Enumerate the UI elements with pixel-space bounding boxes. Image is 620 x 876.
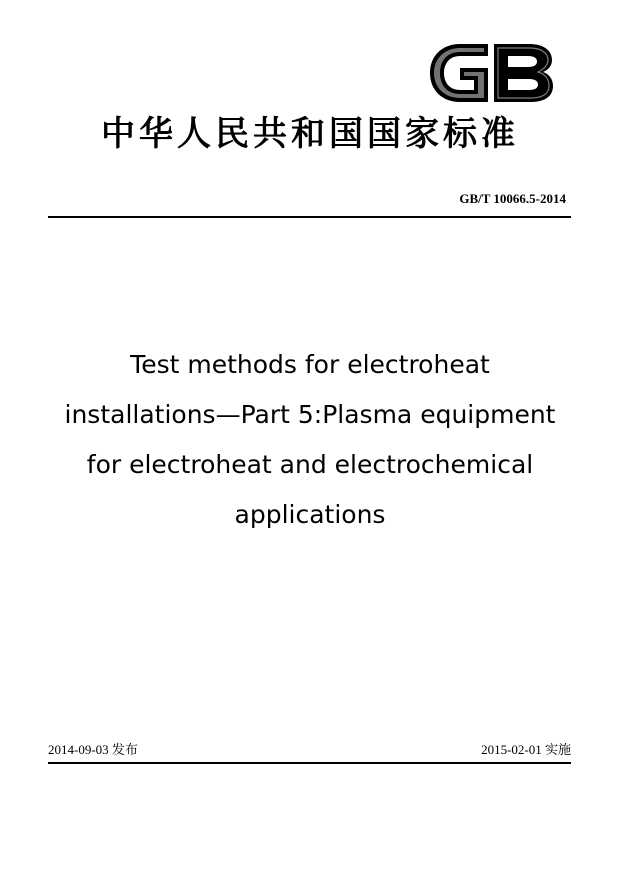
- standard-number: GB/T 10066.5-2014: [459, 191, 566, 206]
- issue-date: 2014-09-03: [48, 742, 109, 757]
- implementation-date: 2015-02-01: [481, 742, 542, 757]
- logo-letter-g: [430, 44, 488, 102]
- issue-date-block: [48, 741, 138, 760]
- bottom-divider: [48, 762, 571, 764]
- top-divider: [48, 216, 571, 218]
- implementation-label: 实施: [544, 743, 571, 758]
- issue-label: 发布: [111, 743, 138, 758]
- document-title: Test methods for electroheat installations—Part 5:Plasma equipment for electroheat and electrochemical applications: [64, 350, 556, 529]
- implementation-date-block: [481, 741, 571, 760]
- gb-logo: [426, 38, 556, 108]
- date-row: [48, 741, 571, 761]
- logo-letter-b: [494, 44, 553, 102]
- issuing-authority-title: 中华人民共和国国家标准: [101, 114, 519, 154]
